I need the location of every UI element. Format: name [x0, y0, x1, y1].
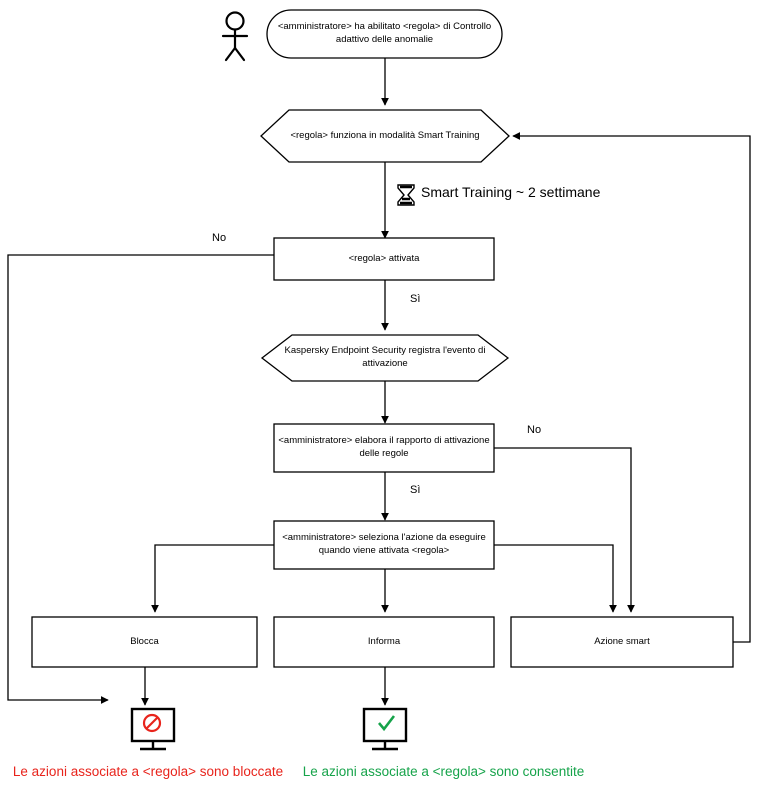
- node-rule-activated-shape: [274, 238, 494, 280]
- node-admin-report-label: <amministratore> elabora il rapporto di attivazione delle regole: [278, 435, 490, 459]
- node-admin-action-shape: [274, 521, 494, 569]
- node-smart-action-shape: [511, 617, 733, 667]
- user-actor-icon: [223, 13, 247, 61]
- node-start-label: <amministratore> ha abilitato <regola> di Controllo adattivo delle anomalie: [277, 21, 492, 45]
- note-smart-training-duration: Smart Training ~ 2 settimane: [421, 184, 601, 200]
- node-smart-training-shape: [261, 110, 509, 162]
- node-start-shape: [267, 10, 502, 58]
- edge-admin-report-no: [494, 448, 631, 612]
- edge-label-rule-activated-yes: Sì: [410, 293, 421, 305]
- node-smart-action-label: Azione smart: [594, 635, 650, 647]
- edge-label-rule-activated-no: No: [212, 232, 227, 244]
- node-block-shape: [32, 617, 257, 667]
- node-rule-activated-label: <regola> attivata: [348, 252, 420, 264]
- node-admin-report-shape: [274, 424, 494, 472]
- node-inform-shape: [274, 617, 494, 667]
- edge-label-admin-report-no: No: [527, 424, 542, 436]
- edge-label-admin-report-yes: Sì: [410, 484, 421, 496]
- node-inform-label: Informa: [367, 635, 401, 647]
- caption-allowed: Le azioni associate a <regola> sono consentite: [302, 764, 585, 779]
- hourglass-icon: [398, 185, 414, 205]
- monitor-blocked-badge: [144, 715, 160, 731]
- edge-admin-action-to-smart-action: [494, 545, 613, 612]
- node-smart-training-label: <regola> funziona in modalità Smart Training: [290, 129, 480, 141]
- node-admin-action-label: <amministratore> seleziona l'azione da eseguire quando viene attivata <regola>: [282, 532, 486, 556]
- edge-admin-action-to-block: [155, 545, 274, 612]
- node-block-label: Blocca: [130, 635, 159, 647]
- node-kes-event-label: Kaspersky Endpoint Security registra l'evento di attivazione: [284, 345, 486, 369]
- caption-blocked: Le azioni associate a <regola> sono bloccate: [12, 764, 284, 779]
- node-kes-event-shape: [262, 335, 508, 381]
